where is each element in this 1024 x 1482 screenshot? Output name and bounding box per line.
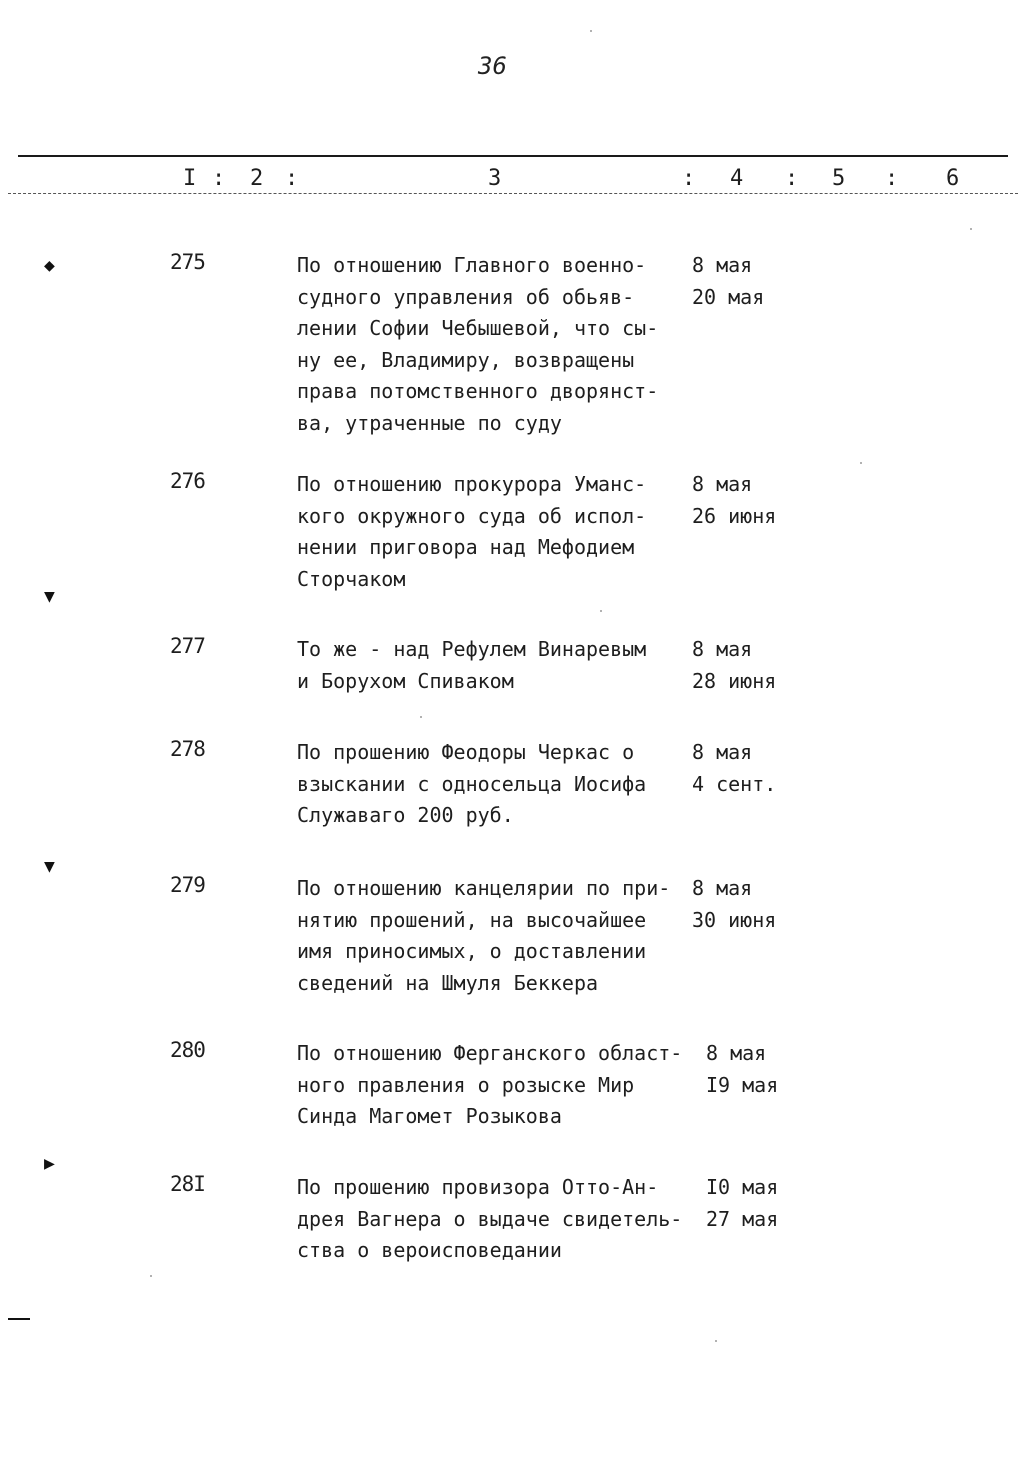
- description-line: ного правления о розыске Мир: [297, 1072, 635, 1097]
- end-date: 30 июня: [692, 907, 777, 932]
- start-date: I0 мая: [706, 1175, 779, 1199]
- entry-number: 280: [170, 1038, 205, 1062]
- entry-description: [297, 873, 717, 999]
- column-separator: :: [212, 166, 226, 191]
- column-separator: :: [785, 166, 799, 191]
- column-header-4: 4: [730, 166, 744, 191]
- description-line: лении Софии Чебышевой, что сы-: [297, 316, 659, 340]
- entry-number: 275: [170, 250, 205, 274]
- description-line: ва, утраченные по суду: [297, 410, 562, 435]
- description-line: Синда Магомет Розыкова: [297, 1104, 562, 1128]
- header-top-rule: [18, 155, 1008, 157]
- start-date: 8 мая: [706, 1041, 767, 1065]
- description-line: ства о вероисповедании: [297, 1238, 562, 1262]
- binding-hole-mark: ▶: [44, 1153, 55, 1174]
- description-line: нении приговора над Мефодием: [297, 535, 635, 559]
- entry-description: [297, 1172, 717, 1267]
- column-header-1: I: [183, 166, 197, 191]
- entry-dates: [692, 469, 832, 532]
- column-header-2: 2: [250, 166, 264, 191]
- end-date: 26 июня: [692, 503, 777, 528]
- description-line: сведений на Шмуля Беккера: [297, 970, 599, 995]
- description-line: взыскании с односельца Иосифа: [297, 771, 647, 796]
- start-date: 8 мая: [692, 637, 753, 661]
- page-number: 36: [478, 52, 507, 80]
- start-date: 8 мая: [692, 253, 753, 277]
- start-date: 8 мая: [692, 876, 753, 900]
- description-line: По отношению Ферганского област-: [297, 1041, 683, 1065]
- column-header-6: 6: [946, 166, 960, 191]
- entry-description: [297, 634, 717, 697]
- end-date: 20 мая: [692, 284, 765, 309]
- description-line: судного управления об обьяв-: [297, 284, 635, 309]
- column-header-5: 5: [832, 166, 846, 191]
- entry-description: [297, 1038, 717, 1133]
- end-date: 27 мая: [706, 1206, 779, 1231]
- description-line: То же - над Рефулем Винаревым: [297, 637, 647, 661]
- entry-dates: [706, 1038, 846, 1101]
- start-date: 8 мая: [692, 472, 753, 496]
- entry-dates: [706, 1172, 846, 1235]
- description-line: права потомственного дворянст-: [297, 379, 659, 403]
- column-separator: :: [885, 166, 899, 191]
- description-line: По прошению Феодоры Черкас о: [297, 740, 635, 764]
- entry-number: 278: [170, 737, 205, 761]
- description-line: дрея Вагнера о выдаче свидетель-: [297, 1206, 683, 1231]
- paper-speck: [600, 610, 602, 612]
- entry-dates: [692, 873, 832, 936]
- description-line: По отношению Главного военно-: [297, 253, 647, 277]
- binding-hole-mark: ◆: [44, 255, 55, 276]
- entry-number: 28I: [170, 1172, 205, 1196]
- paper-speck: [590, 30, 592, 32]
- description-line: По отношению прокурора Уманс-: [297, 472, 647, 496]
- description-line: нятию прошений, на высочайшее: [297, 907, 647, 932]
- entry-number: 276: [170, 469, 205, 493]
- entry-description: [297, 737, 717, 832]
- entry-dates: [692, 250, 832, 313]
- column-separator: :: [682, 166, 696, 191]
- start-date: 8 мая: [692, 740, 753, 764]
- end-date: 28 июня: [692, 668, 777, 693]
- description-line: имя приносимых, о доставлении: [297, 939, 647, 963]
- paper-speck: [150, 1275, 152, 1277]
- column-header-3: 3: [488, 166, 502, 191]
- paper-speck: [715, 1340, 717, 1342]
- margin-dash: [8, 1318, 30, 1320]
- entry-description: [297, 250, 717, 439]
- column-header-row: [0, 166, 1024, 192]
- entry-number: 279: [170, 873, 205, 897]
- entry-dates: [692, 634, 832, 697]
- binding-hole-mark: ▼: [44, 856, 55, 877]
- description-line: кого окружного суда об испол-: [297, 503, 647, 528]
- description-line: По отношению канцелярии по при-: [297, 876, 671, 900]
- end-date: I9 мая: [706, 1072, 779, 1097]
- end-date: 4 сент.: [692, 771, 777, 796]
- paper-speck: [420, 716, 422, 718]
- description-line: Служаваго 200 руб.: [297, 803, 514, 827]
- header-bottom-rule: [8, 193, 1018, 194]
- binding-hole-mark: ▼: [44, 586, 55, 607]
- column-separator: :: [285, 166, 299, 191]
- paper-speck: [860, 462, 862, 464]
- description-line: Сторчаком: [297, 566, 406, 591]
- description-line: ну ее, Владимиру, возвращены: [297, 347, 635, 372]
- description-line: и Борухом Спиваком: [297, 668, 514, 693]
- entry-number: 277: [170, 634, 205, 658]
- entry-description: [297, 469, 717, 595]
- entry-dates: [692, 737, 832, 800]
- paper-speck: [970, 228, 972, 230]
- description-line: По прошению провизора Отто-Ан-: [297, 1175, 659, 1199]
